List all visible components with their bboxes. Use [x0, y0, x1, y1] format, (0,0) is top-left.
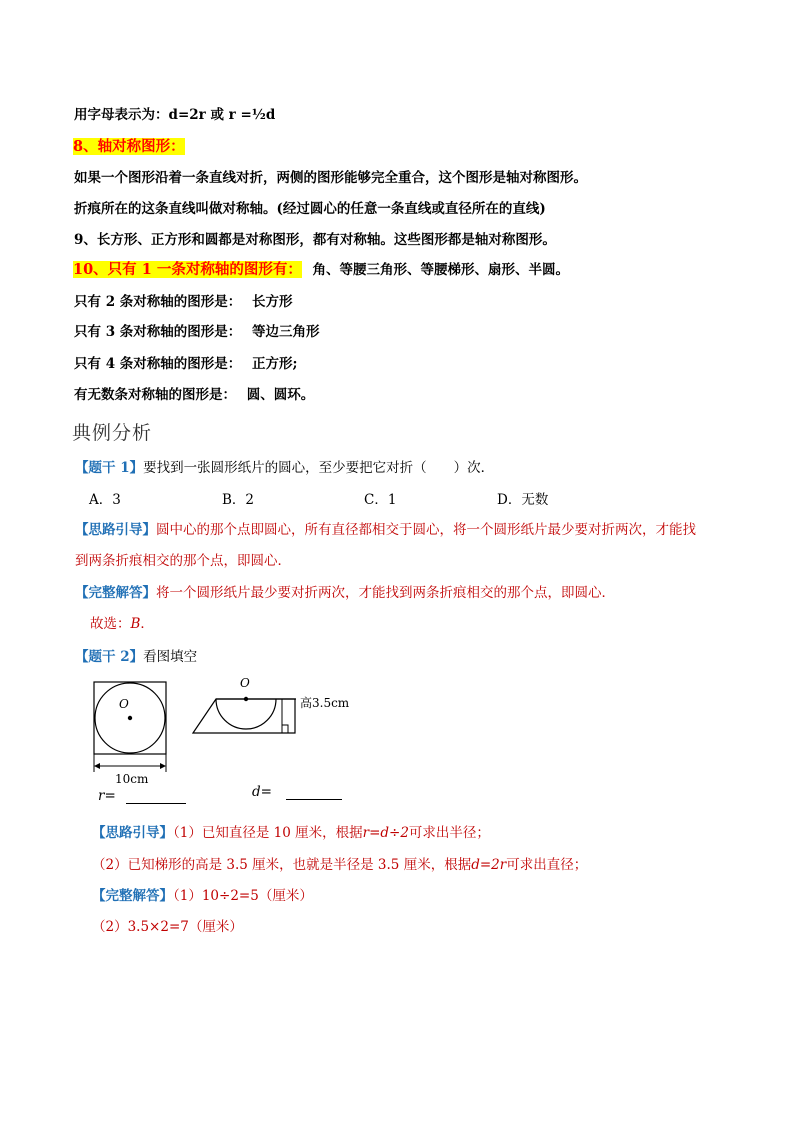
q2-hint2-formula: d=2r — [471, 857, 507, 873]
item10-answer: 角、等腰三角形、等腰梯形、扇形、半圆。 — [312, 262, 569, 278]
q2-r-blank — [98, 788, 186, 804]
center-dot — [244, 697, 248, 701]
section-title: 典例分析 — [72, 422, 153, 444]
q1-stem — [75, 456, 494, 476]
axes-row-3 — [74, 320, 320, 340]
q1-choice-prefix: 故选： — [90, 616, 131, 632]
circle-in-square-figure — [84, 672, 194, 788]
q1-answer-tag: 【完整解答】 — [75, 585, 156, 601]
q1-choice-suffix: ． — [140, 616, 154, 632]
q2-answer2: （2）3.5×2=7（厘米） — [92, 919, 243, 935]
fig1-width-label: 10cm — [115, 772, 149, 786]
q2-answer1: （1）10÷2=5（厘米） — [173, 888, 313, 904]
center-dot — [128, 716, 132, 720]
q1-option-c: C．1 — [364, 492, 397, 508]
q1-option-a: A．3 — [89, 492, 121, 508]
q1-option-d: D．无数 — [497, 492, 549, 508]
q2-hint1-pre: （1）已知直径是 10 厘米，根据 — [173, 825, 363, 841]
axes-value: 长方形 — [252, 294, 293, 310]
axes-value: 等边三角形 — [252, 324, 320, 340]
q2-hint-tag: 【思路引导】 — [92, 825, 173, 841]
item9: 9、长方形、正方形和圆都是对称图形，都有对称轴。这些图形都是轴对称图形。 — [74, 232, 556, 248]
q1-answer — [75, 581, 615, 601]
q2-answer-tag: 【完整解答】 — [92, 888, 173, 904]
q2-hint2-pre: （2）已知梯形的高是 3.5 厘米，也就是半径是 3.5 厘米，根据 — [92, 857, 472, 873]
q2-d-label: d= — [252, 784, 272, 800]
q1-hint-line2: 到两条折痕相交的那个点，即圆心． — [75, 553, 291, 569]
q1-answer-text: 将一个圆形纸片最少要对折两次，才能找到两条折痕相交的那个点，即圆心． — [156, 585, 615, 601]
q1-tag: 【题干 1】 — [75, 460, 144, 476]
q2-r-answer-line[interactable] — [126, 802, 186, 804]
trapezoid-shape — [193, 699, 295, 733]
axes-row-2 — [74, 290, 293, 310]
axes-label: 只有 2 条对称轴的图形是： — [74, 294, 242, 310]
q2-hint2-post: 可求出直径； — [506, 857, 588, 873]
trapezoid-semicircle-figure — [188, 672, 358, 738]
axes-label: 有无数条对称轴的图形是： — [74, 387, 236, 403]
q1-choice-value: B — [130, 616, 141, 632]
q2-tag: 【题干 2】 — [75, 649, 144, 665]
axes-row-4 — [74, 352, 297, 372]
q1-text: 要找到一张圆形纸片的圆心，至少要把它对折（ ）次． — [143, 460, 495, 476]
q1-hint-tag: 【思路引导】 — [75, 522, 156, 538]
q1-option-b: B．2 — [222, 492, 255, 508]
item10-title: 10、只有 1 一条对称轴的图形有： — [73, 261, 302, 278]
dim-arrow-left — [94, 763, 100, 769]
formula-line: 用字母表示为：d=2r 或 r =½d — [74, 107, 276, 123]
q2-text: 看图填空 — [143, 649, 198, 665]
fig2-height-label: 高3.5cm — [300, 696, 350, 710]
fig2-center-label: O — [240, 676, 250, 690]
q2-hint1-formula: r=d÷2 — [362, 825, 409, 841]
axes-row-inf — [74, 383, 314, 403]
axes-label: 只有 3 条对称轴的图形是： — [74, 324, 242, 340]
q2-r-label: r= — [98, 788, 116, 804]
q2-hint2 — [92, 853, 587, 873]
semicircle-shape — [216, 699, 276, 729]
q2-d-blank — [252, 784, 342, 800]
item8-title: 8、轴对称图形： — [73, 138, 185, 155]
axes-value: 正方形; — [252, 356, 298, 372]
fig1-center-label: O — [119, 697, 129, 711]
right-angle-mark — [282, 725, 288, 733]
q1-hint-line1: 圆中心的那个点即圆心，所有直径都相交于圆心，将一个圆形纸片最少要对折两次，才能找 — [156, 522, 696, 538]
axes-value: 圆、圆环。 — [246, 387, 315, 403]
item10 — [73, 258, 569, 279]
q1-choice — [90, 612, 154, 632]
q2-hint1-post: 可求出半径； — [408, 825, 490, 841]
axes-label: 只有 4 条对称轴的图形是： — [74, 356, 242, 372]
item8-title-wrap — [73, 135, 185, 156]
item8-line1: 如果一个图形沿着一条直线对折，两侧的图形能够完全重合，这个图形是轴对称图形。 — [74, 170, 587, 186]
q2-stem — [75, 645, 197, 665]
item8-line2: 折痕所在的这条直线叫做对称轴。(经过圆心的任意一条直线或直径所在的直线) — [74, 201, 546, 217]
q2-d-answer-line[interactable] — [286, 798, 342, 800]
dim-arrow-right — [160, 763, 166, 769]
q1-hint — [75, 518, 696, 538]
q2-hint — [92, 821, 490, 841]
q2-answer — [92, 884, 313, 904]
